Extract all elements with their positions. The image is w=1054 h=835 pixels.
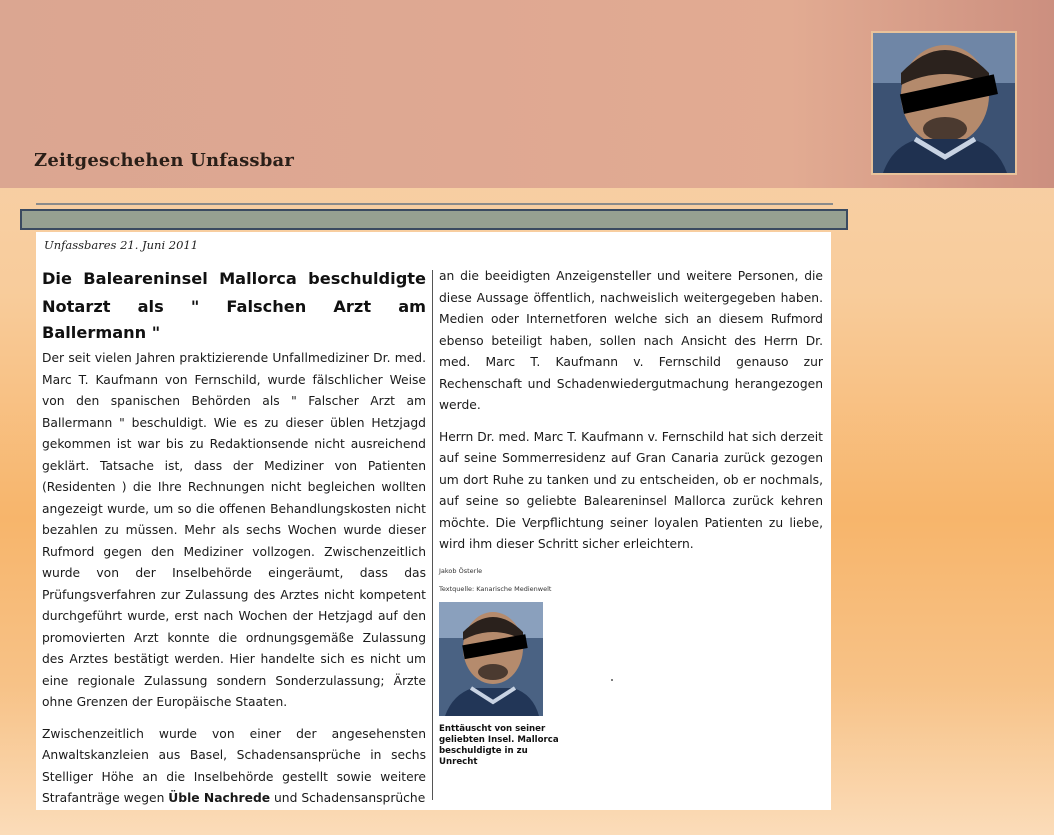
left-paragraph-2-bold: Üble Nachrede	[168, 791, 271, 805]
profile-avatar	[871, 31, 1017, 175]
article-dateline: Unfassbares 21. Juni 2011	[44, 238, 199, 252]
left-paragraph-2-start: Zwischenzeitlich wurde von einer der angesehensten Anwaltskanzleien aus Basel, Schadensansprüche in sechs Stelliger Höhe an die Inselbehörde gestellt sowie weitere Strafanträge wegen	[42, 726, 426, 805]
article-left-column	[42, 266, 426, 810]
headline-line-2: Notarzt als " Falschen Arzt am Ballermann "	[42, 297, 426, 342]
author-credit: Jakob Österle	[439, 566, 483, 575]
left-paragraph-2	[42, 724, 426, 810]
right-paragraph-2: Herrn Dr. med. Marc T. Kaufmann v. Fernschild hat sich derzeit auf seine Sommerresidenz auf Gran Canaria zurück gezogen um dort Ruhe zu tanken und zu entscheiden, ob er nochmals, auf seine so geliebte Baleareninsel Mallorca zurück kehren möchte. Die Verpflichtung seiner loyalen Patienten zu liebe, wird ihm dieser Schritt sicher erleichtern.	[439, 429, 823, 551]
article-right-column	[439, 266, 823, 768]
article-photo	[439, 602, 543, 716]
source-credit: Textquelle: Kanarische Medienwelt	[439, 584, 552, 593]
column-divider	[432, 270, 433, 800]
left-paragraph-1: Der seit vielen Jahren praktizierende Unfallmediziner Dr. med. Marc T. Kaufmann von Fernschild, wurde fälschlicher Weise von den spanischen Behörden als " Falscher Arzt am Ballermann " beschuldigt. Wie es zu dieser üblen Hetzjagd gekommen ist war bis zu Redaktionsende nicht ausreichend geklärt. Tatsache ist, dass der Mediziner von Patienten (Residenten ) die Ihre Rechnungen nicht begleichen wollten angezeigt wurde, um so die offenen Behandlungskosten nicht bezahlen zu müssen. Mehr als sechs Wochen wurde dieser Rufmord gegen den Mediziner vollzogen. Zwischenzeitlich wurde von der Inselbehörde eingeräumt, dass das Prüfungsverfahren zur Zulassung des Arztes nicht kompetent durchgeführt wurde, erst nach Wochen der Hetzjagd auf den promovierten Arzt konnte die ordnungsgemäße Zulassung des Arztes bestätigt werden. Hier handelte sich es nicht um eine regionale Zulassung sondern Sonderzulassung; Ärzte ohne Grenzen der Europäische Staaten.	[42, 351, 426, 709]
stray-dot	[611, 679, 613, 681]
right-paragraph-1: an die beeidigten Anzeigensteller und weitere Personen, die diese Aussage öffentlich, nachweislich weitergegeben haben. Medien oder Internetforen welche sich an diesem Rufmord ebenso beteiligt haben, sollen nach Ansicht des Herrn Dr. med. Marc T. Kaufmann v. Fernschild genauso zur Rechenschaft und Schadenwiedergutmachung herangezogen werde.	[439, 269, 823, 412]
article-page	[36, 232, 831, 810]
portrait-image	[873, 33, 1015, 173]
gray-banner-bar	[20, 209, 848, 230]
left-paragraph-2-end: und Schadensansprüche	[274, 791, 426, 805]
header-banner	[0, 0, 1054, 188]
headline-line-1: Die Baleareninsel Mallorca beschuldigte	[42, 269, 426, 288]
separator-line	[36, 203, 833, 205]
article-portrait-image	[439, 602, 543, 716]
site-title: Zeitgeschehen Unfassbar	[34, 150, 295, 171]
photo-caption: Enttäuscht von seiner geliebten Insel. Mallorca beschuldigte in zu Unrecht	[439, 723, 559, 767]
